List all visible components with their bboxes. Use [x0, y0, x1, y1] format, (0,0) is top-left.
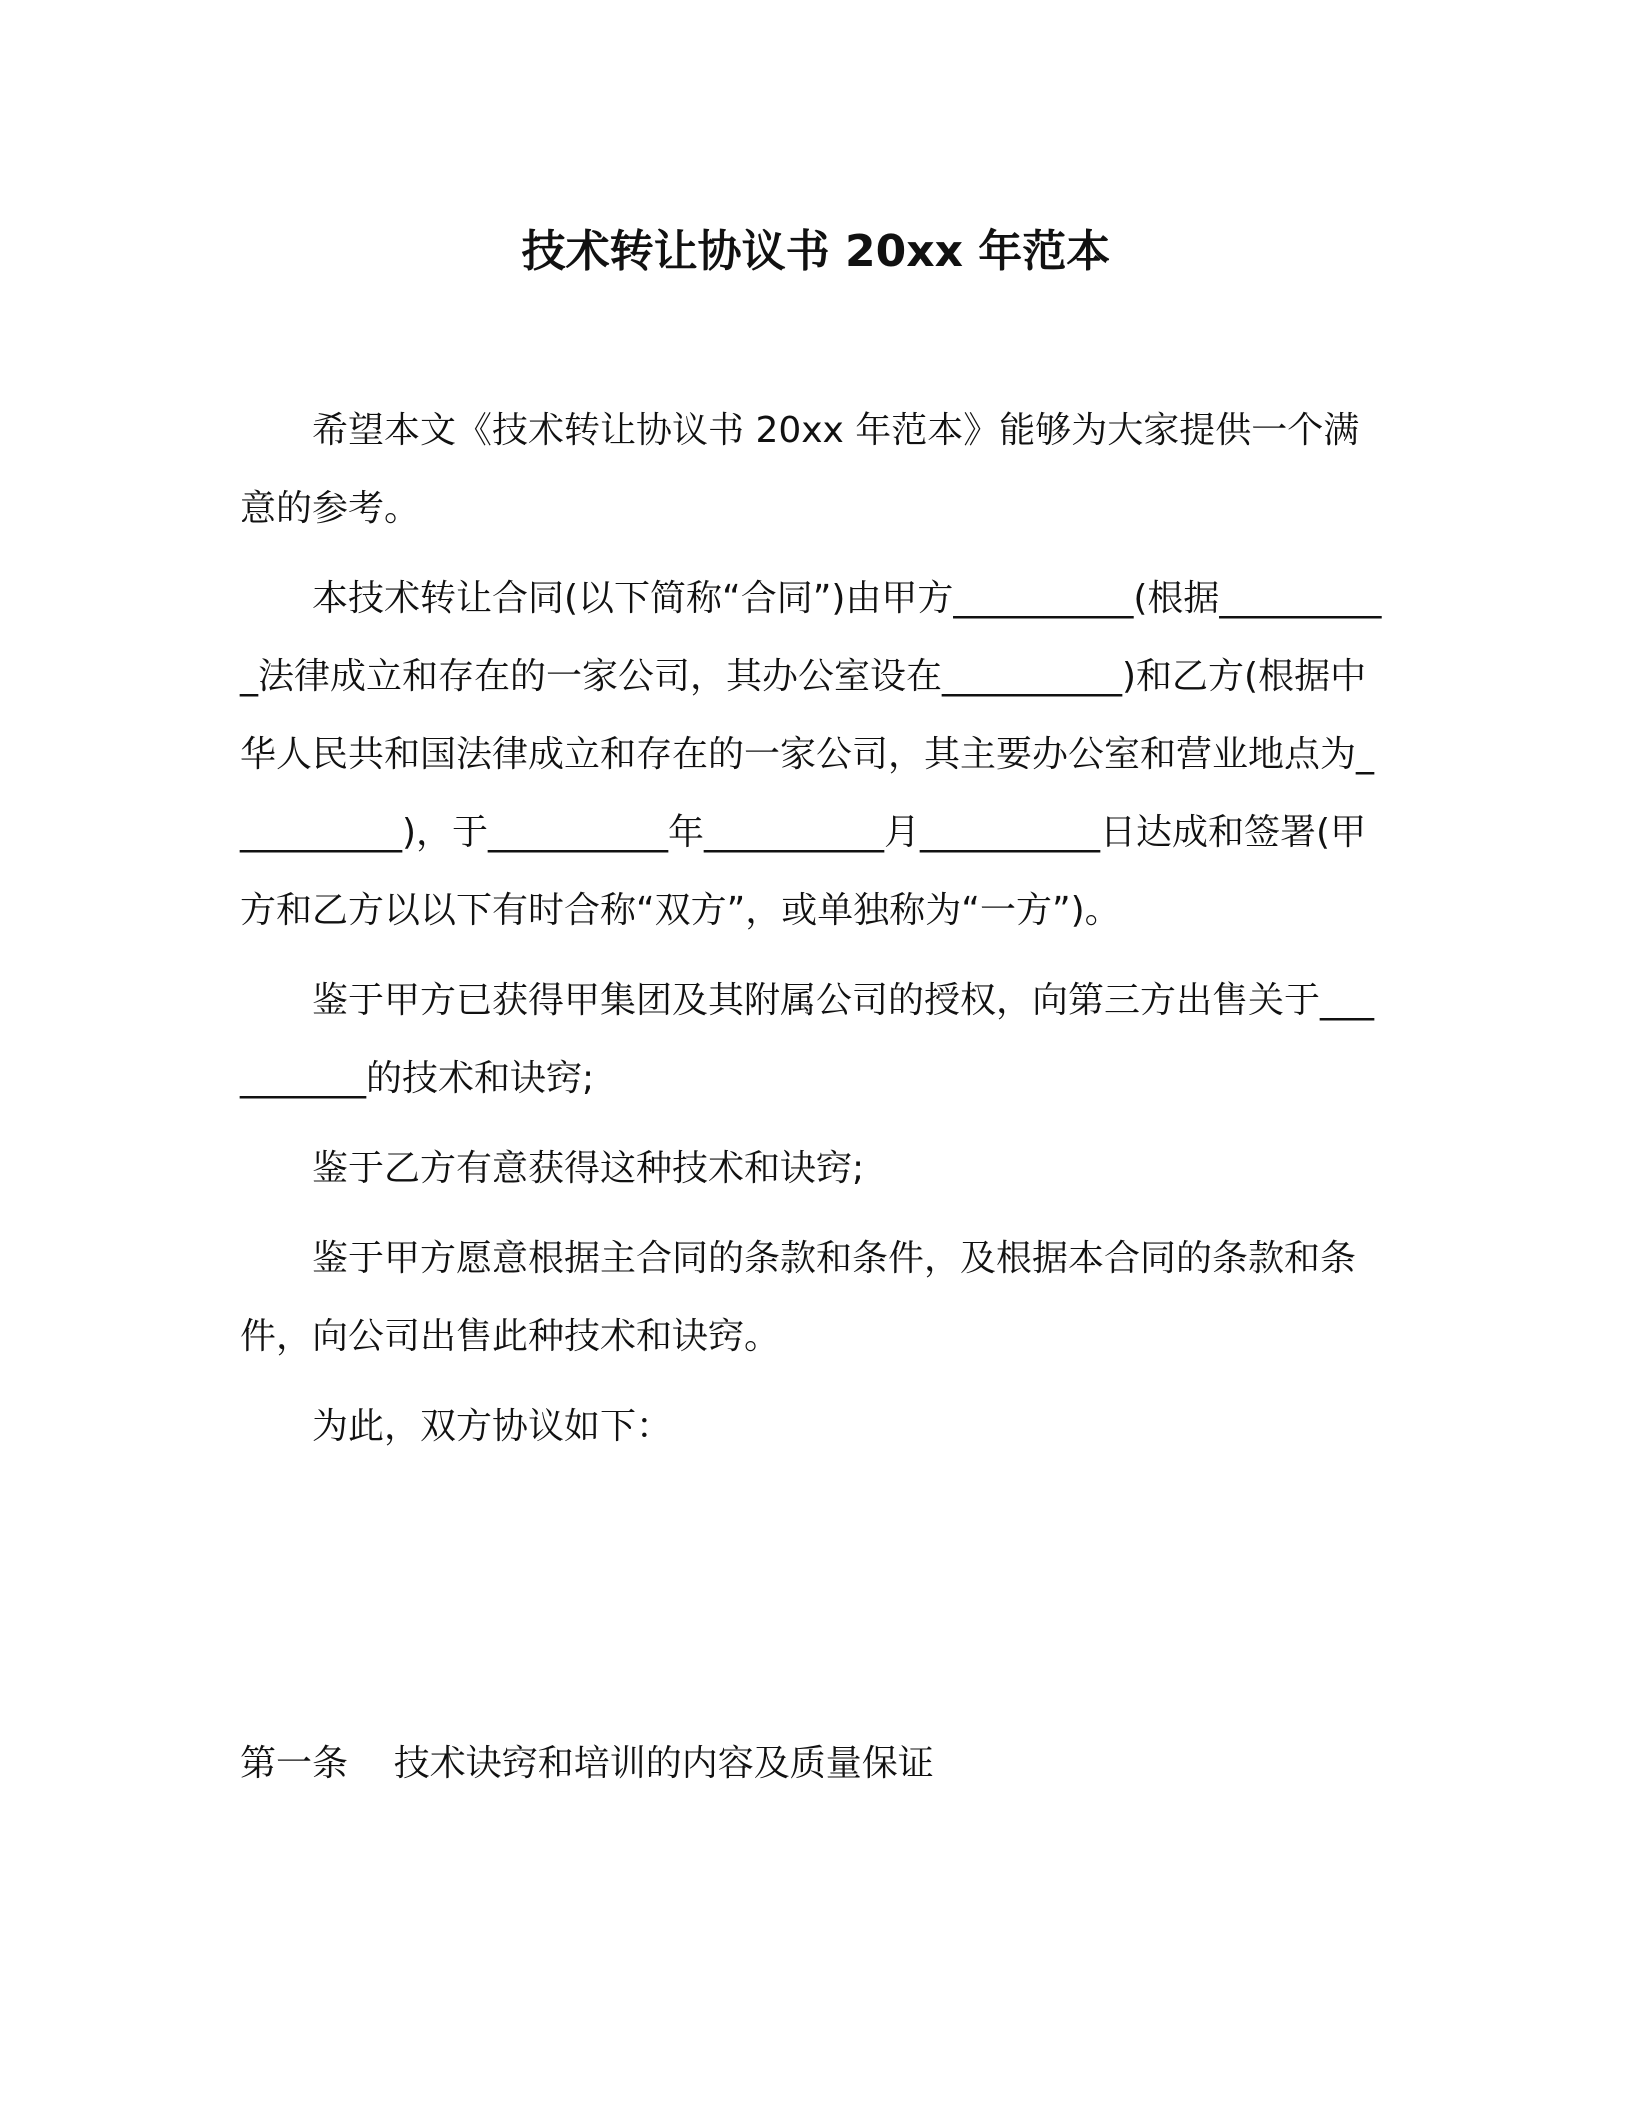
paragraph-whereas-authorization: 鉴于甲方已获得甲集团及其附属公司的授权，向第三方出售关于__________的技术和诀窍;	[240, 980, 1375, 1099]
paragraph-intro: 希望本文《技术转让协议书 20xx 年范本》能够为大家提供一个满意的参考。	[240, 410, 1360, 529]
paragraph-whereas-willing: 鉴于甲方愿意根据主合同的条款和条件，及根据本合同的条款和条件，向公司出售此种技术和诀窍。	[240, 1238, 1357, 1357]
paragraph-agreement: 为此，双方协议如下：	[312, 1406, 673, 1447]
document-title: 技术转让协议书 20xx 年范本	[521, 226, 1111, 277]
paragraph-contract-parties: 本技术转让合同(以下简称“合同”)由甲方__________(根据__________法律成立和存在的一家公司，其办公室设在__________)和乙方(根据中华人民共和国法律成立和存在的一家公司，其主要办公室和营业地点为__________)，于__________年__________月__________日达成和签署(甲方和乙方以以下有时合称“双方”，或单独称为“一方”)。	[240, 578, 1382, 931]
paragraph-whereas-intent: 鉴于乙方有意获得这种技术和诀窍;	[312, 1148, 865, 1189]
document-body	[240, 392, 1390, 1466]
article-heading: 第一条 技术诀窍和培训的内容及质量保证	[240, 1743, 934, 1784]
